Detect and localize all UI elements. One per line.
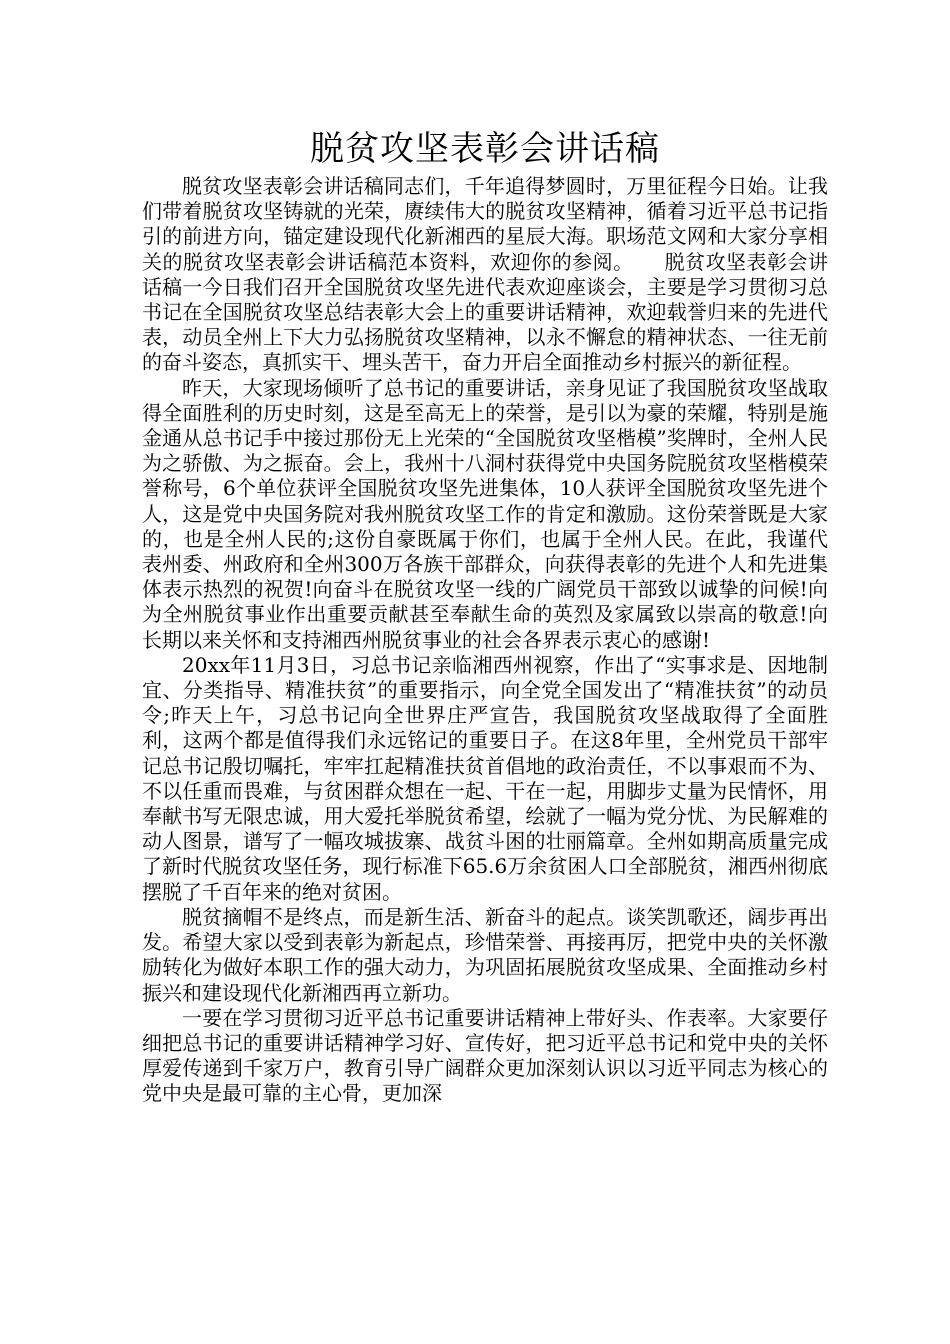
paragraph-2: 昨天，大家现场倾听了总书记的重要讲话，亲身见证了我国脱贫攻坚战取得全面胜利的历史时刻，这是至高无上的荣誉，是引以为豪的荣耀，特别是施金通从总书记手中接过那份无上光荣的“全国脱贫攻坚楷模”奖牌时，全州人民为之骄傲、为之振奋。会上，我州十八洞村获得党中央国务院脱贫攻坚楷模荣誉称号，6个单位获评全国脱贫攻坚先进集体，10人获评全国脱贫攻坚先进个人，这是党中央国务院对我州脱贫攻坚工作的肯定和激励。这份荣誉既是大家的，也是全州人民的;这份自豪既属于你们，也属于全州人民。在此，我谨代表州委、州政府和全州300万各族干部群众，向获得表彰的先进个人和先进集体表示热烈的祝贺!向奋斗在脱贫攻坚一线的广阔党员干部致以诚挚的问候!向为全州脱贫事业作出重要贡献甚至奉献生命的英烈及家属致以崇高的敬意!向长期以来关怀和支持湘西州脱贫事业的社会各界表示衷心的感谢! — [142, 375, 828, 652]
paragraph-5: 一要在学习贯彻习近平总书记重要讲话精神上带好头、作表率。大家要仔细把总书记的重要讲话精神学习好、宣传好，把习近平总书记和党中央的关怀厚爱传递到千家万户，教育引导广阔群众更加深刻认识以习近平同志为核心的党中央是最可靠的主心骨，更加深 — [142, 1005, 828, 1106]
document-page — [142, 126, 828, 1107]
paragraph-3: 20xx年11月3日，习总书记亲临湘西州视察，作出了“实事求是、因地制宜、分类指导、精准扶贫”的重要指示，向全党全国发出了“精准扶贫”的动员令;昨天上午，习总书记向全世界庄严宣告，我国脱贫攻坚战取得了全面胜利，这两个都是值得我们永远铭记的重要日子。在这8年里，全州党员干部牢记总书记殷切嘱托，牢牢扛起精准扶贫首倡地的政治责任，不以事艰而不为、不以任重而畏难，与贫困群众想在一起、干在一起，用脚步丈量为民情怀，用奉献书写无限忠诚，用大爱托举脱贫希望，绘就了一幅为党分忧、为民解难的动人图景，谱写了一幅攻城拔寨、战贫斗困的壮丽篇章。全州如期高质量完成了新时代脱贫攻坚任务，现行标准下65.6万余贫困人口全部脱贫，湘西州彻底摆脱了千百年来的绝对贫困。 — [142, 652, 828, 904]
paragraph-4: 脱贫摘帽不是终点，而是新生活、新奋斗的起点。谈笑凯歌还，阔步再出发。希望大家以受到表彰为新起点，珍惜荣誉、再接再厉，把党中央的关怀激励转化为做好本职工作的强大动力，为巩固拓展脱贫攻坚成果、全面推动乡村振兴和建设现代化新湘西再立新功。 — [142, 904, 828, 1005]
paragraph-1: 脱贫攻坚表彰会讲话稿同志们，千年追得梦圆时，万里征程今日始。让我们带着脱贫攻坚铸就的光荣，赓续伟大的脱贫攻坚精神，循着习近平总书记指引的前进方向，锚定建设现代化新湘西的星辰大海。职场范文网和大家分享相关的脱贫攻坚表彰会讲话稿范本资料，欢迎你的参阅。 脱贫攻坚表彰会讲话稿一今日我们召开全国脱贫攻坚先进代表欢迎座谈会，主要是学习贯彻习总书记在全国脱贫攻坚总结表彰大会上的重要讲话精神，欢迎载誉归来的先进代表，动员全州上下大力弘扬脱贫攻坚精神，以永不懈怠的精神状态、一往无前的奋斗姿态，真抓实干、埋头苦干，奋力开启全面推动乡村振兴的新征程。 — [142, 174, 828, 375]
document-title: 脱贫攻坚表彰会讲话稿 — [310, 129, 660, 169]
